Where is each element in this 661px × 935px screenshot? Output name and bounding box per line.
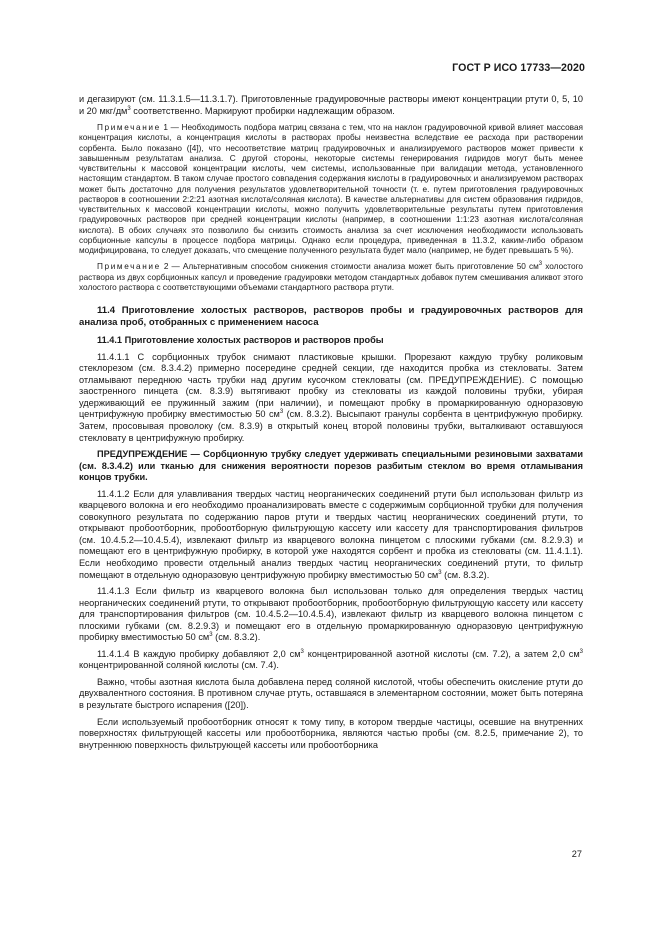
page-content [79, 94, 583, 751]
note-label: Примечание [97, 262, 161, 272]
warning-paragraph: ПРЕДУПРЕЖДЕНИЕ — Сорбционную трубку следует удерживать специальными резиновыми захватами (см. 8.3.4.2) или тканью для снижения вероятности порезов разбитым стеклом во время отламывания концов трубки. [79, 449, 583, 483]
intro-paragraph: и дегазируют (см. 11.3.1.5—11.3.1.7). Приготовленные градуировочные растворы имеют концентрации ртути 0, 5, 10 и 20 мкг/$дм^3$ соответственно. Маркируют пробирки надлежащим образом. [79, 94, 583, 116]
paragraph-11-4-1-4: 11.4.1.4 В каждую пробирку добавляют 2,0 $см^3$ концентрированной азотной кислоты (см. 7.2), а затем 2,0 $см^3$ концентрированной соляной кислоты (см. 7.4). [79, 648, 584, 671]
paragraph-last: Если используемый пробоотборник относят к тому типу, в котором твердые частицы, осевшие на внутренних поверхностях фильтрующей кассеты или пробоотборника, являются частью пробы (см. 8.2.5, примечание 2), то внутреннюю поверхность фильтрующей кассеты или пробоотборника [79, 716, 583, 750]
section-heading-11-4-1: 11.4.1 Приготовление холостых растворов и растворов пробы [97, 335, 384, 346]
paragraph-11-4-1-3: 11.4.1.3 Если фильтр из кварцевого волокна был использован только для определения твердых частиц неорганических соединений ртути, то открывают пробоотборник, пробоотборную фильтрующую кассету или кассету для транспортирования фильтров (см. 10.4.5.2—10.4.5.4), извлекают фильтр из кварцевого волокна пинцетом с плоскими губками (см. 8.2.9.3) и помещают его в отдельную промаркированную одноразовую центрифужную пробирку вместимостью 50 $см^3$ (см. 8.3.2). [79, 586, 583, 643]
note-label: Примечание [97, 123, 161, 133]
paragraph-important: Важно, чтобы азотная кислота была добавлена перед соляной кислотой, чтобы обеспечить окисление ртути до двухвалентного состояния. В противном случае ртуть, оставшаяся в элементарном состоянии, может быть потеряна в результате быстрого испарения ([20]). [79, 676, 583, 710]
page-number: 27 [571, 849, 582, 859]
standard-header: ГОСТ Р ИСО 17733—2020 [452, 62, 585, 74]
note-2: Примечание 2 — Альтернативным способом снижения стоимости анализа может быть приготовление 50 $см^3$ холостого раствора из двух сорбционных капсул и проведение градуировки методом стандартных добавок путем смешивания аликвот этого холостого раствора с соответствующими объемами стандартного раствора ртути. [79, 261, 583, 292]
note-1: Примечание 1 — Необходимость подбора матриц связана с тем, что на наклон градуировочной кривой влияет массовая концентрация кислоты, а концентрация кислоты в растворах пробы неизвестна вследствие ее расхода при растворении сорбента. Было показано ([4]), что несоответствие матриц градуировочных и анализируемого растворов может привести к завышенным результатам анализа. С другой стороны, некоторые системы генерирования гидридов могут быть менее чувствительны к массовой концентрации кислоты, чем системы, использованные при валидации метода, установленного настоящим стандартом. В таком случае простого совпадения содержания кислоты в градуировочных и анализируемом растворах может быть достаточно для получения результатов удовлетворительной точности (т. е. путем приготовления градуировочных растворов в соотношении 2:2:21 азотная кислота/соляная кислота). В качестве альтернативы для систем образования гидридов, чувствительных к массовой концентрации кислоты, можно получить удовлетворительные результаты путем приготовления градуировочных растворов при средней концентрации кислоты (например, в соотношении 1:1:23 азотная кислота/соляная кислота). В обоих случаях это позволило бы снизить стоимость анализа за счет исключения необходимости использовать сорбционные капсулы в процессе подбора матрицы. Однако если процедура, приведенная в 11.3.2, каким-либо образом модифицирована, то следует доказать, что смещение полученного результата будет мало (например, не будет превышать 5 %). [79, 123, 583, 256]
paragraph-11-4-1-2: 11.4.1.2 Если для улавливания твердых частиц неорганических соединений ртути был использован фильтр из кварцевого волокна и его необходимо проанализировать вместе с содержимым сорбционной трубки для получения совокупного результата по содержанию паров ртути и твердых частиц неорганических соединений ртути, то открывают пробоотборник, пробоотборную фильтрующую кассету или кассету для транспортирования фильтров (см. 10.4.5.2—10.4.5.4), извлекают фильтр из кварцевого волокна пинцетом с плоскими губками (см. 8.2.9.3) и помещают его в центрифужную пробирку, в которой уже находятся сорбент и пробка из стекловаты (см. 11.4.1.1). Если необходимо провести отдельный анализ твердых частиц неорганических соединений ртути, то фильтр помещают в отдельную одноразовую центрифужную пробирку вместимостью 50 $см^3$ (см. 8.3.2). [79, 488, 583, 580]
section-heading-11-4: 11.4 Приготовление холостых растворов, растворов пробы и градуировочных растворов для анализа проб, отобранных с применением насоса [79, 305, 583, 329]
paragraph-11-4-1-1: 11.4.1.1 С сорбционных трубок снимают пластиковые крышки. Прорезают каждую трубку роликовым стеклорезом (см. 8.3.4.2) примерно посередине средней секции, где находится пробка из стекловаты. Затем отламывают переднюю часть трубки над другим кусочком стекловаты (см. ПРЕДУПРЕЖДЕНИЕ). С помощью заостренного пинцета (см. 8.3.9) вытягивают пробку из стекловаты из каждой половины трубки, убирая удерживающий ее пружинный зажим (при наличии), и помещают пробку в промаркированную одноразовую центрифужную пробирку вместимостью 50 $см^3$ (см. 8.3.2). Высыпают гранулы сорбента в центрифужную пробирку. Затем, просовывая проволоку (см. 8.3.9) в открытый конец второй половины трубки, выталкивают оставшуюся стекловату в центрифужную пробирку. [79, 351, 584, 443]
